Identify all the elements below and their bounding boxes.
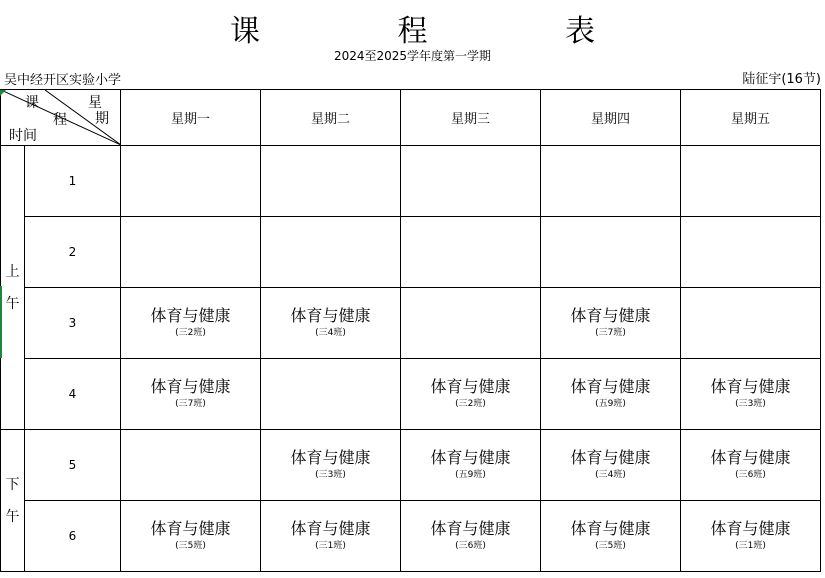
morning-label-1: 上	[5, 263, 20, 280]
morning-label-2: 午	[5, 295, 20, 312]
corner-cell	[1, 90, 121, 146]
class-cell	[541, 430, 681, 501]
course-name: 体育与健康	[710, 377, 791, 396]
class-group: (三4班)	[595, 470, 626, 480]
table-row	[1, 146, 821, 217]
day-header: 星期三	[401, 90, 541, 146]
day-header: 星期四	[541, 90, 681, 146]
class-cell	[541, 217, 681, 288]
period-number: 5	[25, 430, 121, 501]
class-cell	[401, 217, 541, 288]
course-name: 体育与健康	[570, 377, 651, 396]
class-group: (三1班)	[315, 541, 346, 551]
course-name: 体育与健康	[430, 448, 511, 467]
course-name: 体育与健康	[150, 377, 231, 396]
period-number: 6	[25, 501, 121, 572]
schedule-title: 课 程 表	[229, 14, 660, 49]
course-name: 体育与健康	[430, 377, 511, 396]
day-header: 星期二	[261, 90, 401, 146]
class-group: (三5班)	[175, 541, 206, 551]
corner-time: 时间	[9, 128, 37, 144]
class-cell	[541, 146, 681, 217]
course-name: 体育与健康	[290, 519, 371, 538]
teacher-name: 陆征宇(16节)	[742, 72, 821, 87]
class-cell	[121, 359, 261, 430]
class-group: (三6班)	[735, 470, 766, 480]
class-cell	[261, 288, 401, 359]
corner-course-1: 课	[25, 95, 39, 111]
class-cell	[541, 501, 681, 572]
corner-course-2: 程	[53, 112, 67, 128]
class-cell	[121, 146, 261, 217]
course-name: 体育与健康	[570, 306, 651, 325]
table-row	[1, 359, 821, 430]
class-cell	[121, 217, 261, 288]
row-selection-indicator	[0, 286, 2, 358]
afternoon-label	[1, 430, 25, 572]
class-group: (三7班)	[595, 328, 626, 338]
class-cell	[261, 501, 401, 572]
table-row	[1, 288, 821, 359]
cell-selection-marker	[0, 90, 6, 96]
period-number: 1	[25, 146, 121, 217]
table-row	[1, 501, 821, 572]
class-cell	[401, 288, 541, 359]
class-group: (三3班)	[315, 470, 346, 480]
course-name: 体育与健康	[570, 448, 651, 467]
class-cell	[121, 288, 261, 359]
school-name: 吴中经开区实验小学	[4, 73, 122, 88]
class-cell	[681, 288, 821, 359]
class-cell	[681, 430, 821, 501]
day-header: 星期五	[681, 90, 821, 146]
class-cell	[121, 430, 261, 501]
class-group: (五9班)	[595, 399, 626, 409]
class-cell	[401, 359, 541, 430]
corner-week-2: 期	[95, 111, 109, 127]
class-cell	[681, 146, 821, 217]
course-name: 体育与健康	[710, 519, 791, 538]
class-cell	[121, 501, 261, 572]
afternoon-label-1: 下	[5, 476, 20, 493]
class-group: (三7班)	[175, 399, 206, 409]
class-group: (三1班)	[735, 541, 766, 551]
timetable	[0, 89, 821, 572]
course-name: 体育与健康	[570, 519, 651, 538]
course-name: 体育与健康	[710, 448, 791, 467]
period-number: 4	[25, 359, 121, 430]
class-cell	[681, 359, 821, 430]
class-cell	[541, 288, 681, 359]
class-group: (三3班)	[735, 399, 766, 409]
class-cell	[681, 217, 821, 288]
semester-subtitle: 2024至2025学年度第一学期	[333, 49, 492, 63]
course-name: 体育与健康	[430, 519, 511, 538]
class-group: (三2班)	[175, 328, 206, 338]
class-cell	[541, 359, 681, 430]
class-group: (三5班)	[595, 541, 626, 551]
table-row	[1, 217, 821, 288]
class-cell	[401, 430, 541, 501]
period-number: 2	[25, 217, 121, 288]
class-cell	[261, 146, 401, 217]
class-cell	[681, 501, 821, 572]
day-header: 星期一	[121, 90, 261, 146]
class-cell	[261, 359, 401, 430]
morning-label	[1, 146, 25, 430]
table-row	[1, 430, 821, 501]
period-number: 3	[25, 288, 121, 359]
course-name: 体育与健康	[290, 448, 371, 467]
class-group: (三2班)	[455, 399, 486, 409]
class-cell	[261, 430, 401, 501]
afternoon-label-2: 午	[5, 508, 20, 525]
course-name: 体育与健康	[150, 519, 231, 538]
class-group: (三4班)	[315, 328, 346, 338]
corner-week-1: 星	[88, 95, 102, 111]
class-group: (五9班)	[455, 470, 486, 480]
header-row	[1, 90, 821, 146]
class-cell	[261, 217, 401, 288]
course-name: 体育与健康	[150, 306, 231, 325]
course-name: 体育与健康	[290, 306, 371, 325]
class-cell	[401, 501, 541, 572]
class-cell	[401, 146, 541, 217]
class-group: (三6班)	[455, 541, 486, 551]
